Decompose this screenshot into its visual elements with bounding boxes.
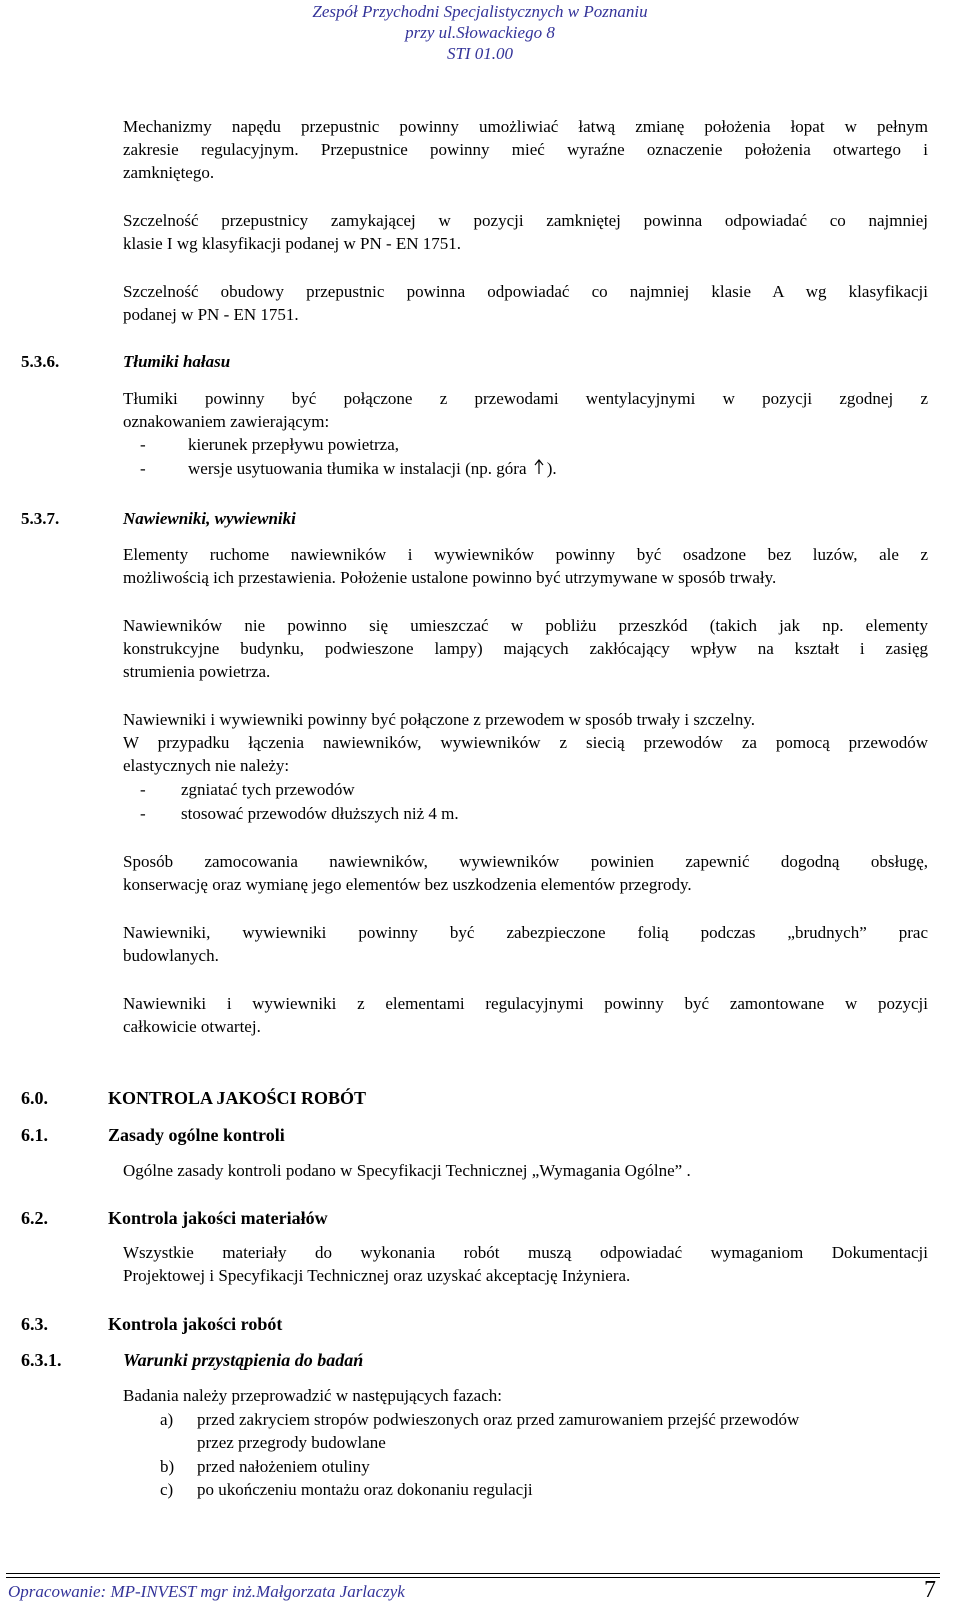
text-line: elastycznych nie należy: <box>123 756 290 775</box>
text-line: Szczelność obudowy przepustnic powinna odpowiadać co najmniej klasie A wg klasyfikacji <box>123 282 928 301</box>
header-line-3: STI 01.00 <box>446 44 514 63</box>
section-title: Tłumiki hałasu <box>123 352 231 371</box>
list-item <box>188 457 557 480</box>
text-line: Ogólne zasady kontroli podano w Specyfikacji Technicznej „Wymagania Ogólne” . <box>123 1161 691 1180</box>
page-number: 7 <box>924 1577 936 1603</box>
text-line: Sposób zamocowania nawiewników, wywiewników powinien zapewnić dogodną obsługę, <box>123 852 928 871</box>
text-line: Projektowej i Specyfikacji Technicznej oraz uzyskać akceptację Inżyniera. <box>123 1266 631 1285</box>
list-item: kierunek przepływu powietrza, <box>188 435 399 454</box>
text-line: przez przegrody budowlane <box>197 1433 386 1452</box>
text-line: zamkniętego. <box>123 163 215 182</box>
text-line: Szczelność przepustnicy zamykającej w pozycji zamkniętej powinna odpowiadać co najmniej <box>123 211 928 230</box>
section-number: 6.3. <box>21 1314 48 1334</box>
text-line: zakresie regulacyjnym. Przepustnice powinny mieć wyraźne oznaczenie położenia otwartego i <box>123 140 928 159</box>
paragraph-mounting <box>123 850 928 896</box>
list-dash: - <box>140 459 146 478</box>
paragraph-materials <box>123 1241 928 1287</box>
text-line: całkowicie otwartej. <box>123 1017 261 1036</box>
paragraph-regulation <box>123 992 928 1038</box>
paragraph-damper-mechanisms <box>123 115 928 184</box>
list-item: zgniatać tych przewodów <box>181 780 355 799</box>
section-number: 5.3.7. <box>21 509 60 528</box>
text-line: Mechanizmy napędu przepustnic powinny umożliwiać łatwą zmianę położenia łopat w pełnym <box>123 117 928 136</box>
list-item <box>197 1408 928 1454</box>
list-dash: - <box>140 804 146 823</box>
text-line: możliwością ich przestawienia. Położenie ustalone powinno być utrzymywane w sposób trwały. <box>123 568 777 587</box>
text-line: Nawiewniki i wywiewniki z elementami regulacyjnymi powinny być zamontowane w pozycji <box>123 994 928 1013</box>
text-line: konserwację oraz wymianę jego elementów bez uszkodzenia elementów przegrody. <box>123 875 692 894</box>
footer-divider <box>6 1573 940 1574</box>
list-item-text: wersje usytuowania tłumika w instalacji (np. góra <box>188 459 527 478</box>
list-marker: a) <box>160 1410 174 1429</box>
text-line: przed zakryciem stropów podwieszonych oraz przed zamurowaniem przejść przewodów <box>197 1410 800 1429</box>
list-dash: - <box>140 780 146 799</box>
paragraph-diffuser-parts <box>123 543 928 589</box>
text-line: klasie I wg klasyfikacji podanej w PN - EN 1751. <box>123 234 462 253</box>
list-marker: b) <box>160 1457 175 1476</box>
chapter-title: KONTROLA JAKOŚCI ROBÓT <box>108 1088 367 1108</box>
paragraph-protection <box>123 921 928 967</box>
footer-divider <box>6 1577 940 1578</box>
section-title: Zasady ogólne kontroli <box>108 1125 285 1145</box>
list-item-text-end: ). <box>546 459 557 478</box>
list-dash: - <box>140 435 146 454</box>
section-title: Nawiewniki, wywiewniki <box>123 509 296 528</box>
text-line: oznakowaniem zawierającym: <box>123 412 330 431</box>
chapter-number: 6.0. <box>21 1088 48 1108</box>
text-line: konstrukcyjne budynku, podwieszone lampy) mających zakłócający wpływ na kształt i zasięg <box>123 639 928 658</box>
paragraph-test-phases <box>123 1384 928 1407</box>
header-line-1: Zespół Przychodni Specjalistycznych w Poznaniu <box>312 2 648 21</box>
paragraph-diffuser-placement <box>123 614 928 683</box>
text-line: Tłumiki powinny być połączone z przewodami wentylacyjnymi w pozycji zgodnej z <box>123 389 928 408</box>
text-line: Wszystkie materiały do wykonania robót muszą odpowiadać wymaganiom Dokumentacji <box>123 1243 928 1262</box>
footer-author: Opracowanie: MP-INVEST mgr inż.Małgorzata Jarlaczyk <box>8 1582 405 1601</box>
list-item: stosować przewodów dłuższych niż 4 m. <box>181 804 459 823</box>
text-line: Nawiewniki i wywiewniki powinny być połączone z przewodem w sposób trwały i szczelny. <box>123 710 755 729</box>
text-line: budowlanych. <box>123 946 219 965</box>
list-item: po ukończeniu montażu oraz dokonaniu regulacji <box>197 1480 533 1499</box>
list-marker: c) <box>160 1480 174 1499</box>
section-number: 5.3.6. <box>21 352 60 371</box>
list-item: przed nałożeniem otuliny <box>197 1457 370 1476</box>
up-arrow-icon <box>533 459 545 475</box>
paragraph-damper-tightness <box>123 209 928 255</box>
text-line: Nawiewniki, wywiewniki powinny być zabezpieczone folią podczas „brudnych” prac <box>123 923 928 942</box>
text-line: Badania należy przeprowadzić w następujących fazach: <box>123 1386 502 1405</box>
text-line: Nawiewników nie powinno się umieszczać w pobliżu przeszkód (takich jak np. elementy <box>123 616 928 635</box>
section-title: Kontrola jakości robót <box>108 1314 283 1334</box>
header-line-2: przy ul.Słowackiego 8 <box>405 23 555 42</box>
text-line: W przypadku łączenia nawiewników, wywiewników z siecią przewodów za pomocą przewodów <box>123 733 928 752</box>
section-title: Warunki przystąpienia do badań <box>123 1350 364 1370</box>
paragraph-diffuser-connection <box>123 708 928 777</box>
text-line: podanej w PN - EN 1751. <box>123 305 299 324</box>
paragraph-general-rules <box>123 1159 928 1182</box>
section-number: 6.1. <box>21 1125 48 1145</box>
section-number: 6.3.1. <box>21 1350 62 1370</box>
text-line: Elementy ruchome nawiewników i wywiewników powinny być osadzone bez luzów, ale z <box>123 545 928 564</box>
paragraph-casing-tightness <box>123 280 928 326</box>
section-number: 6.2. <box>21 1208 48 1228</box>
text-line: strumienia powietrza. <box>123 662 271 681</box>
section-title: Kontrola jakości materiałów <box>108 1208 328 1228</box>
paragraph-silencers <box>123 387 928 433</box>
